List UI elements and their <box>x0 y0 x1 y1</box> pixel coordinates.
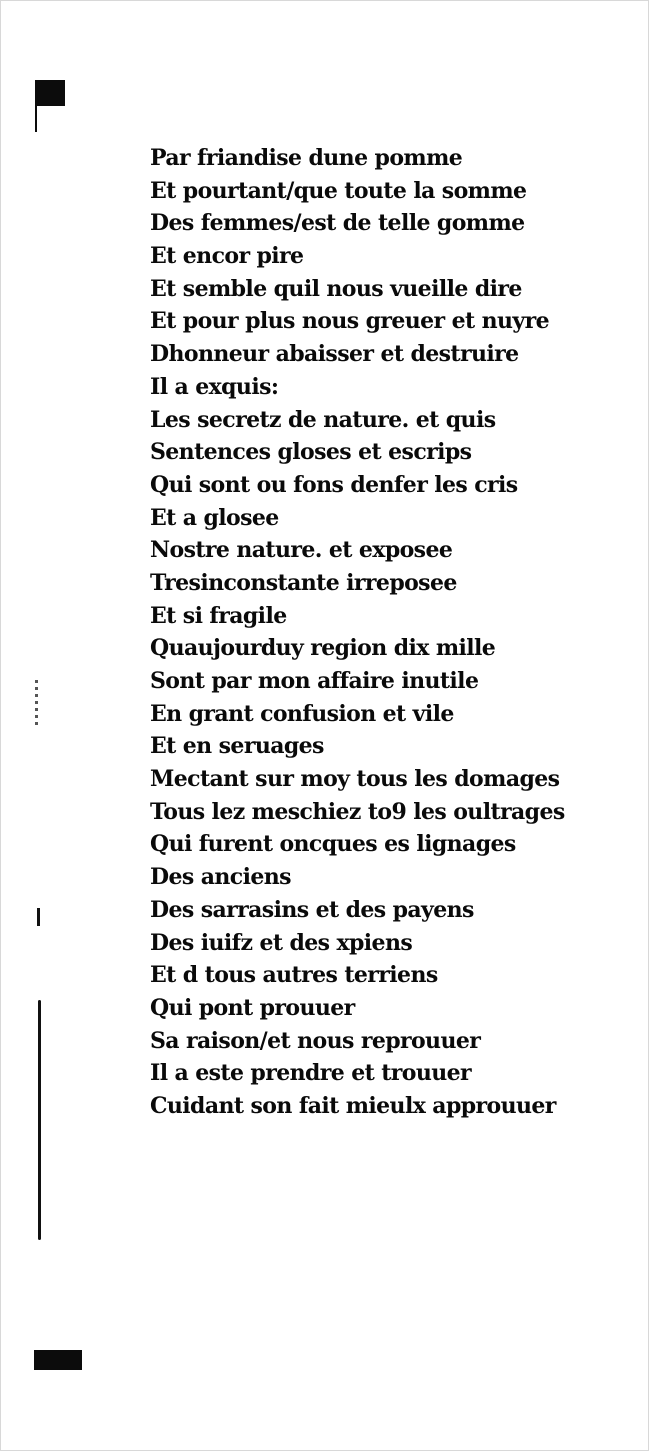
verse-line: Qui pont prouuer <box>150 994 355 1021</box>
verse-line: Tous lez meschiez to9 les oultrages <box>150 798 565 825</box>
margin-speckle <box>35 680 38 728</box>
verse-line: Quaujourduy region dix mille <box>150 635 496 662</box>
printer-mark-top-stem <box>35 106 37 132</box>
verse-line: Qui sont ou fons denfer les cris <box>150 471 518 498</box>
printer-mark-bottom <box>34 1350 82 1370</box>
verse-line: Et semble quil nous vueille dire <box>150 275 522 302</box>
margin-rule <box>38 1000 41 1240</box>
verse-line: Et en seruages <box>150 733 324 760</box>
verse-line: Dhonneur abaisser et destruire <box>150 341 519 368</box>
verse-line: Et d tous autres terriens <box>150 962 438 989</box>
printer-mark-top <box>35 80 65 106</box>
verse-line: Par friandise dune pomme <box>150 145 463 171</box>
verse-line: Il a exquis: <box>150 373 279 400</box>
verse-line: Cuidant son fait mieulx approuuer <box>150 1092 556 1119</box>
margin-mark <box>37 908 40 926</box>
verse-line: Les secretz de nature. et quis <box>150 406 496 433</box>
verse-line: Sont par mon affaire inutile <box>150 668 479 694</box>
verse-line: Et pourtant/que toute la somme <box>150 177 527 204</box>
verse-line: Et a glosee <box>150 504 279 531</box>
verse-line: Mectant sur moy tous les domages <box>150 766 560 793</box>
verse-line: En grant confusion et vile <box>150 700 454 727</box>
verse-line: Sa raison/et nous reprouuer <box>150 1027 481 1054</box>
verse-line: Et pour plus nous greuer et nuyre <box>150 308 549 335</box>
verse-line: Des anciens <box>150 864 291 891</box>
poem-verse <box>150 142 565 1123</box>
verse-line: Des iuifz et des xpiens <box>150 929 413 956</box>
verse-line: Sentences gloses et escrips <box>150 439 472 466</box>
verse-line: Des sarrasins et des payens <box>150 896 474 923</box>
verse-line: Il a este prendre et trouuer <box>150 1060 472 1087</box>
verse-line: Des femmes/est de telle gomme <box>150 210 525 237</box>
verse-line: Et encor pire <box>150 243 304 270</box>
verse-line: Et si fragile <box>150 602 287 629</box>
verse-line: Tresinconstante irreposee <box>150 569 457 596</box>
verse-line: Qui furent oncques es lignages <box>150 831 516 858</box>
verse-line: Nostre nature. et exposee <box>150 537 453 564</box>
